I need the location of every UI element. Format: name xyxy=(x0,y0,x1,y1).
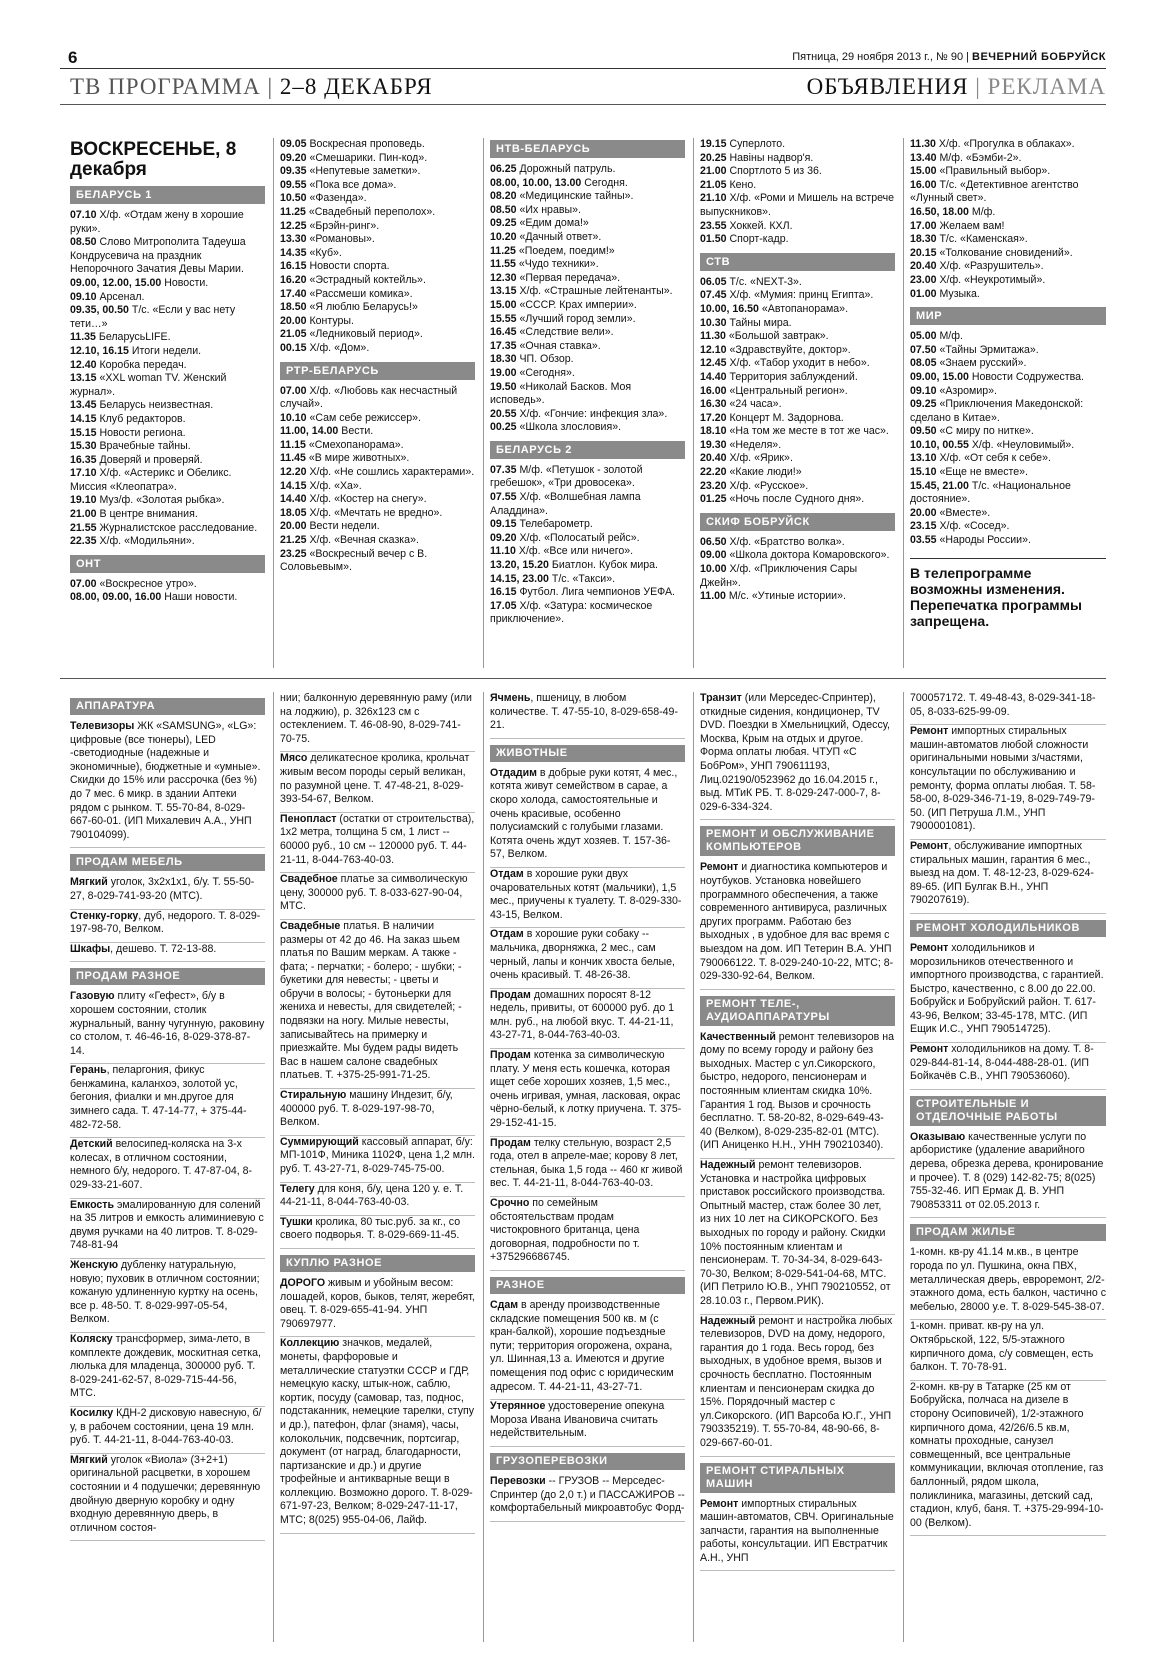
classified-ad: Ячмень, пшеницу, в любом количестве. Т. 47-55-10, 8-029-658-49-21. xyxy=(490,692,685,739)
classified-ad: Емкость эмалированную для солений на 35 литров и емкость алиминиевую с двумя ручками на 40 литров. Т. 8-029-748-81-94 xyxy=(70,1199,265,1259)
classified-ad: Ремонт холодильников и морозильников отечественного и импортного производства, с гарантией. Быстро, качественно, с 8.00 до 22.00. Бобруйск и Бобруйский район. Т. 617-43-96, Велком; 33-45-178, МТС. (ИП Ещик И.С., УНП 790514725). xyxy=(910,942,1106,1043)
program-item: 17.40 «Рассмеши комика». xyxy=(280,287,413,300)
program-item: 09.55 «Пока все дома». xyxy=(280,178,397,191)
program-item: 14.15 Х/ф. «Ха». xyxy=(280,479,362,492)
classified-ad: Транзит (или Мерседес-Спринтер), откидные сидения, кондиционер, TV DVD. Поездки в Хмельницкий, Одессу, Москва, Крым на отдых и другое. Форма оплаты любая. ЧТУП «С БобРом», УНП 790611193, Лиц.02190/0523962 до 16.04.2015 г., выд. МТиК РБ. Т. 8-029-247-000-7, 8-029-6-334-324. xyxy=(700,692,895,820)
tv-section-heading xyxy=(70,74,433,100)
classified-ad: Мясо деликатесное кролика, крольчат живым весом породы серый великан, по разумной цене. Т. 47-48-21, 8-029-393-54-67, Велком. xyxy=(280,752,475,812)
program-item: 10.20 «Дачный ответ». xyxy=(490,230,602,243)
program-item: 20.00 Контуры. xyxy=(280,314,354,327)
program-item: 09.50 «С миру по нитке». xyxy=(910,425,1034,438)
program-list xyxy=(280,385,475,575)
program-item: 11.30 Х/ф. «Прогулка в облаках». xyxy=(910,138,1075,150)
program-item: 08.20 «Медицинские тайны». xyxy=(490,190,634,203)
program-item: 09.25 «Приключения Македонской: сделано в Китае». xyxy=(910,398,1084,424)
program-item: 07.35 М/ф. «Петушок - золотой гребешок», «Три дровосека». xyxy=(490,463,643,490)
classified-ad: Телегу для коня, б/у, цена 120 у. е. Т. 44-21-11, 8-044-763-40-03. xyxy=(280,1183,475,1216)
program-list xyxy=(490,464,685,627)
program-item: 10.00, 16.50 «Автопанорама». xyxy=(700,302,849,315)
ads-column-5 xyxy=(910,692,1106,1642)
classified-ad: Продам котенка за символическую плату. У меня есть кошечка, которая ищет себе хороших хозяев, 1,5 мес., очень игривая, умная, ласковая, окрас чёрно-белый, к лотку приучена. Т. 375-29-152-41-15. xyxy=(490,1049,685,1137)
column-rule xyxy=(693,138,694,668)
program-item: 08.05 «Знаем русский». xyxy=(910,357,1027,370)
classified-ad: Мягкий уголок, 3х2х1х1, б/у. Т. 55-50-27, 8-029-741-93-20 (МТС). xyxy=(70,876,265,909)
classified-ad: Перевозки -- ГРУЗОВ -- Мерседес-Спринтер (до 2,0 т.) и ПАССАЖИРОВ -- комфортабельный микроавтобус Форд- xyxy=(490,1475,685,1522)
program-item: 10.10 «Сам себе режиссер». xyxy=(280,411,421,424)
program-item: 20.25 Навіны надвор'я. xyxy=(700,151,814,164)
program-item: 17.05 Х/ф. «Затура: космическое приключение». xyxy=(490,599,653,626)
heading-rule xyxy=(60,104,1106,105)
program-item: 16.20 «Эстрадный коктейль». xyxy=(280,273,426,286)
ads-section-heading xyxy=(807,74,1106,100)
program-item: 20.00 «Вместе». xyxy=(910,506,991,519)
classified-ad: 2-комн. кв-ру в Татарке (25 км от Бобруйска, полчаса на дизеле в сторону Осиповичей), 1/2-этажного кирпичного дома, 42/26/6.5 кв.м, комнаты проходные, санузел совмещенный, все центральные коммуникации, включая отопление, газ баллонный, рядом школа, поликлиника, магазины, детский сад, стадион, клуб, баня. Т. +375-29-994-10-00 (Велком). xyxy=(910,1381,1106,1537)
program-item: 20.00 Вести недели. xyxy=(280,520,380,533)
classified-ad: Газовую плиту «Гефест», б/у в хорошем состоянии, столик журнальный, ванну чугунную, раковину со столом, т. 46-46-16, 8-029-378-87-14. xyxy=(70,990,265,1064)
classified-ad: ДОРОГО живым и убойным весом: лошадей, коров, быков, телят, жеребят, овец. Т. 8-029-655-41-94. УНП 790697977. xyxy=(280,1277,475,1337)
program-item: 11.00 М/с. «Утиные истории». xyxy=(700,590,846,603)
tv-column-1 xyxy=(70,138,265,668)
classified-ad: Оказываю качественные услуги по арбористике (удаление аварийного дерева, обрезка дерева, кронирование и прочее). Т. 8 (029) 142-82-75; 8(025) 755-32-46. ИП Ермак Д. В. УНП 790853311 от 02.05.2013 г. xyxy=(910,1131,1106,1219)
program-item: 07.00 Х/ф. «Любовь как несчастный случай». xyxy=(280,384,458,411)
ad-category-header: АППАРАТУРА xyxy=(70,698,265,715)
program-item: 09.00, 12.00, 15.00 Новости. xyxy=(70,276,209,289)
program-item: 05.00 М/ф. xyxy=(910,330,963,343)
column-rule xyxy=(903,138,904,668)
program-item: 19.50 «Николай Басков. Моя исповедь». xyxy=(490,380,632,407)
paper-name: ВЕЧЕРНИЙ БОБРУЙСК xyxy=(972,51,1106,63)
program-item: 13.15 Х/ф. «Страшные лейтенанты». xyxy=(490,285,673,298)
program-item: 22.35 Х/ф. «Модильяни». xyxy=(70,535,195,548)
program-item: 18.50 «Я люблю Беларусь!» xyxy=(280,301,418,314)
program-item: 15.00 «СССР. Крах империи». xyxy=(490,298,637,311)
program-item: 20.55 Х/ф. «Гончие: инфекция зла». xyxy=(490,407,668,420)
classified-ad: Стиральную машину Индезит, б/у, 400000 руб. Т. 8-029-197-98-70, Велком. xyxy=(280,1089,475,1136)
tv-column-3 xyxy=(490,138,685,668)
program-item: 01.00 Музыка. xyxy=(910,287,980,300)
channel-header: СТВ xyxy=(700,253,895,271)
classified-ad: Телевизоры ЖК «SAMSUNG», «LG»: цифровые (все тюнеры), LED -светодиодные (надежные и экономичные), бюджетные и «умные». Скидки до 15% или рассрочка (без %) до 7 мес. 6 микр. в здании Аптеки рядом с рынком. Т. 55-70-84, 8-029-667-60-01. (ИП Михалевич А.А., УНП 790104099). xyxy=(70,720,265,848)
channel-header: БЕЛАРУСЬ 1 xyxy=(70,186,265,204)
channel-header: МИР xyxy=(910,307,1106,325)
program-item: 16.15 Футбол. Лига чемпионов УЕФА. xyxy=(490,586,675,599)
program-item: 20.40 Х/ф. «Разрушитель». xyxy=(910,260,1044,273)
program-item: 09.35, 00.50 Т/с. «Если у вас нету тети…» xyxy=(70,304,236,330)
program-item: 19.10 Муз/ф. «Золотая рыбка». xyxy=(70,494,225,507)
classified-ad: Срочно по семейным обстоятельствам продам чистокровного британца, цена договорная, подробности по т. +375296686745. xyxy=(490,1197,685,1271)
program-item: 16.35 Доверяй и проверяй. xyxy=(70,453,203,466)
classified-ad: Отдам в хорошие руки двух очаровательных котят (мальчики), 1,5 мес., приучены к туалету. Т. 8-029-330-43-15, Велком. xyxy=(490,868,685,928)
ads-column-3 xyxy=(490,692,685,1642)
column-rule xyxy=(273,692,274,1642)
program-item: 21.00 Спортлото 5 из 36. xyxy=(700,165,822,178)
section-divider xyxy=(60,678,1106,679)
program-item: 23.00 Х/ф. «Неукротимый». xyxy=(910,273,1046,286)
program-item: 08.00, 09.00, 16.00 Наши новости. xyxy=(70,591,238,604)
classified-ad: Детский велосипед-коляска на 3-х колесах, в отличном состоянии, немного б/у, недорого. Т. 47-87-04, 8-029-33-21-607. xyxy=(70,1138,265,1198)
program-item: 10.10, 00.55 Х/ф. «Неуловимый». xyxy=(910,438,1075,451)
program-item: 06.50 Х/ф. «Братство волка». xyxy=(700,535,845,548)
ad-category-header: ГРУЗОПЕРЕВОЗКИ xyxy=(490,1453,685,1470)
program-item: 18.30 ЧП. Обзор. xyxy=(490,353,574,366)
program-item: 09.20 Х/ф. «Полосатый рейс». xyxy=(490,531,640,544)
ads-section-subtitle: РЕКЛАМА xyxy=(987,74,1106,99)
program-list xyxy=(910,330,1106,548)
program-item: 12.10, 16.15 Итоги недели. xyxy=(70,344,202,357)
classified-ad: Ремонт импортных стиральных машин-автоматов любой сложности оригинальными новыми з/частями, консультации по обслуживанию и ремонту, форма оплаты любая. Т. 58-58-00, 8-029-346-71-19, 8-029-749-79-50. (ИП Петруша Л.М., УНП 7900001081). xyxy=(910,725,1106,840)
classified-ad: Ремонт холодильников на дому. Т. 8-029-844-81-14, 8-044-488-28-01. (ИП Бойкачёв С.В., УНП 790536060). xyxy=(910,1043,1106,1090)
classified-ad: Коляску трансформер, зима-лето, в комплекте дождевик, москитная сетка, люлька для младенца, 300000 руб. Т. 8-029-241-62-57, 8-029-715-44-56, МТС. xyxy=(70,1333,265,1407)
classified-ad: Надежный ремонт телевизоров. Установка и настройка цифровых приставок российского производства. Опытный мастер, стаж более 30 лет, из них 10 лет на СИКОРСКОГО. Без выходных по городу и району. Скидки 10% постоянным клиентам и пенсионерам. Т. 70-34-34, 8-029-643-70-30, Велком; 8-029-541-04-68, МТС. (ИП Петрило Ю.В., УНП 790210552, от 28.10.03 г., Первом.РИК). xyxy=(700,1159,895,1315)
program-item: 01.50 Спорт-кадр. xyxy=(700,233,789,246)
program-item: 08.50 «Их нравы». xyxy=(490,203,581,216)
program-item: 17.20 Концерт М. Задорнова. xyxy=(700,411,844,424)
program-item: 11.35 БеларусьLIFE. xyxy=(70,331,171,344)
program-item: 11.55 «Чудо техники». xyxy=(490,258,599,271)
tv-column-5 xyxy=(910,138,1106,668)
program-item: 23.25 «Воскресный вечер с В. Соловьевым». xyxy=(280,547,428,574)
program-item: 22.20 «Какие люди!» xyxy=(700,466,802,479)
ads-section-separator: | xyxy=(968,74,988,99)
ads-section-title: ОБЪЯВЛЕНИЯ xyxy=(806,74,969,99)
program-item: 19.00 «Сегодня». xyxy=(490,366,575,379)
ads-column-4 xyxy=(700,692,895,1642)
classified-ad: Косилку КДН-2 дисковую навесную, б/у, в рабочем состоянии, цена 19 млн. руб. Т. 44-21-11, 8-044-763-40-03. xyxy=(70,1407,265,1454)
program-item: 15.45, 21.00 Т/с. «Национальное достояние». xyxy=(910,479,1071,506)
program-list xyxy=(700,138,895,247)
classified-ad: Ремонт импортных стиральных машин-автоматов, СВЧ. Оригинальные запчасти, гарантия на выполненные работы, консультации. ИП Евстратчик А.Н., УНП xyxy=(700,1498,895,1572)
program-item: 21.00 В центре внимания. xyxy=(70,508,198,521)
program-item: 13.15 «XXL woman TV. Женский журнал». xyxy=(70,372,227,398)
classified-ad: Утерянное удостоверение опекуна Мороза Ивана Ивановича считать недействительным. xyxy=(490,1400,685,1447)
classified-ad: Ремонт, обслуживание импортных стиральных машин, гарантия 6 мес., выезд на дом. Т. 48-12-23, 8-029-624-89-65. (ИП Булгак В.Н., УНП 790207619). xyxy=(910,840,1106,914)
program-item: 11.00, 14.00 Вести. xyxy=(280,425,374,438)
program-item: 13.20, 15.20 Биатлон. Кубок мира. xyxy=(490,559,658,572)
program-item: 09.25 «Едим дома!» xyxy=(490,217,589,230)
program-list xyxy=(70,209,265,549)
program-item: 03.55 «Народы России». xyxy=(910,534,1031,547)
program-item: 21.05 «Ледниковый период». xyxy=(280,328,423,341)
channel-header: РТР-БЕЛАРУСЬ xyxy=(280,362,475,380)
program-item: 21.05 Кено. xyxy=(700,178,757,191)
classified-ad: Сдам в аренду производственные складские помещения 500 кв. м (с кран-балкой), хорошие подъездные пути; территория огорожена, охрана, ул. Шинная,13 а. Имеются и другие помещения под офис с юридическим адресом. Т. 44-21-11, 43-27-71. xyxy=(490,1299,685,1400)
program-item: 09.10 Арсенал. xyxy=(70,290,145,303)
program-item: 06.25 Дорожный патруль. xyxy=(490,163,616,175)
program-item: 18.05 Х/ф. «Мечтать не вредно». xyxy=(280,506,443,519)
program-list xyxy=(280,138,475,356)
program-item: 15.15 Новости региона. xyxy=(70,426,186,439)
classified-ad: Продам домашних поросят 8-12 недель, привиты, от 600000 руб. до 1 млн. руб., на любой вкус. Т. 44-21-11, 43-27-71, 8-044-763-40-03. xyxy=(490,989,685,1049)
program-item: 07.50 «Тайны Эрмитажа». xyxy=(910,343,1039,356)
ad-category-header: КУПЛЮ РАЗНОЕ xyxy=(280,1255,475,1272)
program-item: 17.00 Желаем вам! xyxy=(910,219,1005,232)
program-item: 14.35 «Куб». xyxy=(280,246,342,259)
classified-ad: Стенку-горку, дуб, недорого. Т. 8-029-197-98-70, Велком. xyxy=(70,910,265,943)
ad-category-header: РЕМОНТ ХОЛОДИЛЬНИКОВ xyxy=(910,920,1106,937)
program-item: 08.00, 10.00, 13.00 Сегодня. xyxy=(490,176,628,189)
program-item: 11.25 «Свадебный переполох». xyxy=(280,205,436,218)
classified-ad: 700057172. Т. 49-48-43, 8-029-341-18-05, 8-033-625-99-09. xyxy=(910,692,1106,725)
program-item: 12.25 «Брэйн-ринг». xyxy=(280,219,380,232)
program-item: 15.55 «Лучший город земли». xyxy=(490,312,636,325)
classified-ad: Тушки кролика, 80 тыс.руб. за кг., со своего подворья. Т. 8-029-669-11-45. xyxy=(280,1216,475,1249)
program-item: 09.10 «Азромир». xyxy=(910,384,997,397)
program-item: 10.30 Тайны мира. xyxy=(700,316,792,329)
channel-header: НТВ-БЕЛАРУСЬ xyxy=(490,140,685,158)
classified-ad: Отдам в хорошие руки собаку -- мальчика, дворняжка, 2 мес., сам черный, лапы и кончик хвоста белые, очень красивый. Т. 48-26-38. xyxy=(490,928,685,988)
classified-ad: Отдадим в добрые руки котят, 4 мес., котята живут семейством в сарае, а скоро холода, самостоятельные и очень красивые, особенно полусиамский с голубыми глазами. Котята очень ждут хозяев. Т. 157-36-57, Велком. xyxy=(490,767,685,868)
program-item: 18.30 Т/с. «Каменская». xyxy=(910,233,1028,246)
ad-category-header: СТРОИТЕЛЬНЫЕ И ОТДЕЛОЧНЫЕ РАБОТЫ xyxy=(910,1096,1106,1126)
program-item: 00.25 «Школа злословия». xyxy=(490,421,622,434)
classified-ad: Свадебные платья. В наличии размеры от 42 до 46. На заказ шьем платья по Вашим меркам. А также - фата; - перчатки; - болеро; - шубки; - букетики для невесты; - цветы и обручи в волосы; - бутоньерки для жениха и невесты, для свидетелей; - подвязки на ногу. Милые невесты, записывайтесь на примерку и приезжайте. Мы будем рады видеть Вас в нашем салоне свадебных платьев. Т. +375-25-991-71-25. xyxy=(280,920,475,1089)
tv-column-2 xyxy=(280,138,475,668)
program-item: 09.00 «Школа доктора Комаровского». xyxy=(700,549,890,562)
program-item: 09.05 Воскресная проповедь. xyxy=(280,138,425,150)
program-item: 14.40 Х/ф. «Костер на снегу». xyxy=(280,493,427,506)
classified-ad: Мягкий уголок «Виола» (3+2+1) оригинальной расцветки, в хорошем состоянии и 4 подушечки; деревянную двойную дверную коробку и одну входную деревянную дверь, в отличном состоя- xyxy=(70,1454,265,1542)
program-item: 12.40 Коробка передач. xyxy=(70,358,187,371)
program-item: 16.00 Т/с. «Детективное агентство «Лунный свет». xyxy=(910,178,1079,205)
day-title: ВОСКРЕСЕНЬЕ, 8 декабря xyxy=(70,139,237,180)
ads-column-1 xyxy=(70,692,265,1642)
program-item: 19.30 «Неделя». xyxy=(700,438,782,451)
program-item: 13.30 «Романовы». xyxy=(280,233,375,246)
program-item: 15.00 «Правильный выбор». xyxy=(910,165,1051,178)
program-item: 13.45 Беларусь неизвестная. xyxy=(70,399,214,412)
program-item: 11.15 «Смехопанорама». xyxy=(280,438,404,451)
program-item: 16.30 «24 часа». xyxy=(700,398,782,411)
tv-column-4 xyxy=(700,138,895,668)
program-item: 08.50 Слово Митрополита Тадеуша Кондрусевича на праздник Непорочного Зачатия Девы Марии. xyxy=(70,236,246,276)
program-item: 00.15 Х/ф. «Дом». xyxy=(280,341,370,354)
program-item: 12.45 Х/ф. «Табор уходит в небо». xyxy=(700,357,870,370)
classified-ad: Надежный ремонт и настройка любых телевизоров, DVD на дому, недорого, гарантия до 1 года. Весь город, без выходных, в удобное время, вызов и срочность бесплатно. Постоянным клиентам и пенсионерам скидка до 15%. Порядочный мастер с ул.Сикорского. (ИП Варсоба Ю.Г., УНП 790335219). Т. 55-70-84, 48-90-66, 8-029-667-60-01. xyxy=(700,1315,895,1457)
classified-ad: Качественный ремонт телевизоров на дому по всему городу и району без выходных. Мастер с ул.Сикорского, быстро, недорого, пенсионерам и постоянным клиентам скидка 10%. Гарантия 1 год. Вызов и срочность бесплатно. Т. 58-20-82, 8-029-649-43-40 (Велком), 8-029-235-82-01 (МТС). (ИП Аниценко Н.Н., УНН 790210340). xyxy=(700,1031,895,1159)
program-item: 01.25 «Ночь после Судного дня». xyxy=(700,493,865,506)
ad-category-header: РЕМОНТ И ОБСЛУЖИВАНИЕ КОМПЬЮТЕРОВ xyxy=(700,826,895,856)
program-item: 19.15 Суперлото. xyxy=(700,138,786,150)
program-item: 10.50 «Фазенда». xyxy=(280,192,367,205)
program-item: 16.50, 18.00 М/ф. xyxy=(910,205,996,218)
program-item: 17.10 Х/ф. «Астерикс и Обеликс. Миссия «Клеопатра». xyxy=(70,467,232,493)
program-item: 23.15 Х/ф. «Сосед». xyxy=(910,520,1010,533)
program-list xyxy=(910,138,1106,301)
program-item: 11.10 Х/ф. «Все или ничего». xyxy=(490,545,634,558)
program-item: 07.45 Х/ф. «Мумия: принц Египта». xyxy=(700,289,874,302)
program-item: 12.20 Х/ф. «Не сошлись характерами». xyxy=(280,466,475,479)
top-bar xyxy=(60,48,1106,69)
program-item: 09.15 Телебарометр. xyxy=(490,518,593,531)
ad-category-header: ПРОДАМ МЕБЕЛЬ xyxy=(70,854,265,871)
ad-category-header: РАЗНОЕ xyxy=(490,1277,685,1294)
classified-ad: Коллекцию значков, медалей, монеты, фарфоровые и металлические статуэтки СССР и ГДР, немецкую каску, штык-нож, саблю, кортик, посуду (самовар, таз, поднос, подстаканник, немецкие тарелки, ступу и др.), патефон, флаг (знамя), часы, колокольчик, подсвечник, портсигар, документ (от наград, благодарности, партизанские и др.) и другие трофейные и антикварные вещи в коллекцию. Возможно дорого. Т. 8-029-671-97-23, Велком; 8-029-247-11-17, МТС; 8(025) 955-04-06, Лайф. xyxy=(280,1337,475,1533)
column-rule xyxy=(483,692,484,1642)
program-item: 12.10 «Здравствуйте, доктор». xyxy=(700,343,851,356)
column-rule xyxy=(693,692,694,1642)
program-item: 16.00 «Центральный регион». xyxy=(700,384,848,397)
program-item: 16.15 Новости спорта. xyxy=(280,260,390,273)
ad-category-header: РЕМОНТ ТЕЛЕ-, АУДИОАППАРАТУРЫ xyxy=(700,996,895,1026)
program-item: 20.15 «Толкование сновидений». xyxy=(910,246,1073,259)
program-item: 13.10 Х/ф. «От себя к себе». xyxy=(910,452,1051,465)
program-item: 11.45 «В мире животных». xyxy=(280,452,410,465)
program-item: 21.55 Журналистское расследование. xyxy=(70,521,258,534)
ad-category-header: ПРОДАМ РАЗНОЕ xyxy=(70,968,265,985)
issue-date: Пятница, 29 ноября 2013 г., № 90 | xyxy=(792,51,973,63)
issue-line xyxy=(792,51,1106,63)
program-item: 07.00 «Воскресное утро». xyxy=(70,577,197,590)
program-item: 21.25 Х/ф. «Вечная сказка». xyxy=(280,534,419,547)
program-item: 13.40 М/ф. «Бэмби-2». xyxy=(910,151,1022,164)
program-item: 16.45 «Следствие вели». xyxy=(490,326,614,339)
classified-ad: Женскую дубленку натуральную, новую; пуховик в отличном состоянии; кожаную удлиненную куртку на осень, все р. 48-50. Т. 8-029-997-05-54, Велком. xyxy=(70,1259,265,1333)
program-item: 14.15, 23.00 Т/с. «Такси». xyxy=(490,572,616,585)
program-list xyxy=(490,163,685,435)
tv-section-title: ТВ ПРОГРАММА xyxy=(70,74,261,99)
column-rule xyxy=(483,138,484,668)
program-item: 11.25 «Поедем, поедим!» xyxy=(490,244,615,257)
program-item: 12.30 «Первая передача». xyxy=(490,271,621,284)
tv-section-dates: 2–8 ДЕКАБРЯ xyxy=(279,74,433,99)
program-item: 14.15 Клуб редакторов. xyxy=(70,412,186,425)
program-item: 23.20 Х/ф. «Русское». xyxy=(700,479,809,492)
channel-header: СКИФ БОБРУЙСК xyxy=(700,513,895,531)
program-item: 21.10 Х/ф. «Роми и Мишель на встрече выпускников». xyxy=(700,192,895,218)
ad-category-header: ЖИВОТНЫЕ xyxy=(490,745,685,762)
classified-ad: 1-комн. приват. кв-ру на ул. Октябрьской, 122, 5/5-этажного кирпичного дома, с/у совмещен, есть балкон. Т. 70-78-91. xyxy=(910,1320,1106,1380)
program-list xyxy=(700,276,895,507)
classified-ad: Герань, пеларгония, фикус бенжамина, каланхоэ, золотой ус, бегония, фиалки и мн.другое для зимнего сада. Т. 47-14-77, + 375-44-482-72-58. xyxy=(70,1064,265,1138)
program-item: 15.10 «Еще не вместе». xyxy=(910,466,1028,479)
program-item: 10.00 Х/ф. «Приключения Сары Джейн». xyxy=(700,563,858,589)
classified-ad: Ремонт и диагностика компьютеров и ноутбуков. Установка новейшего программного обеспечения, а также современного антивируса, различных других программ. Работаю без выходных , в удобное для вас время с выездом на дом. ИП Тетерин В.А. УНП 790066122. Т. 8-029-240-10-22, МТС; 8-029-330-92-64, Велком. xyxy=(700,861,895,989)
program-item: 07.10 Х/ф. «Отдам жену в хорошие руки». xyxy=(70,209,244,235)
classified-ad: Пенопласт (остатки от строительства), 1х2 метра, толщина 5 см, 1 лист -- 60000 руб., 10 см -- 120000 руб. Т. 44-21-11, 8-044-763-40-03. xyxy=(280,813,475,873)
column-rule xyxy=(273,138,274,668)
reprint-notice: В телепрограмме возможны изменения. Перепечатка программы запрещена. xyxy=(910,558,1106,629)
classified-ad: Продам телку стельную, возраст 2,5 года, отел в апреле-мае; корову 8 лет, стельная, быка 1,5 года -- 460 кг живой вес. Т. 44-21-11, 8-044-763-40-03. xyxy=(490,1137,685,1197)
ad-category-header: РЕМОНТ СТИРАЛЬНЫХ МАШИН xyxy=(700,1463,895,1493)
channel-header: БЕЛАРУСЬ 2 xyxy=(490,441,685,459)
tv-section-separator: | xyxy=(260,74,280,99)
ad-category-header: ПРОДАМ ЖИЛЬЕ xyxy=(910,1224,1106,1241)
classified-ad: 1-комн. кв-ру 41.14 м.кв., в центре города по ул. Пушкина, окна ПВХ, металлическая дверь, евроремонт, 2/2-этажного дома, есть балкон, частично с мебелью, 28000 у.е. Т. 8-029-545-38-07. xyxy=(910,1246,1106,1320)
program-item: 15.30 Врачебные тайны. xyxy=(70,440,191,453)
program-item: 09.20 «Смешарики. Пин-код». xyxy=(280,151,428,164)
classified-ad: Свадебное платье за символическую цену, 300000 руб. Т. 8-033-627-90-04, МТС. xyxy=(280,873,475,920)
program-item: 17.35 «Очная ставка». xyxy=(490,339,601,352)
column-rule xyxy=(903,692,904,1642)
ads-column-2 xyxy=(280,692,475,1642)
program-item: 09.00, 15.00 Новости Содружества. xyxy=(910,370,1084,383)
program-item: 06.05 Т/с. «NEXT-3». xyxy=(700,275,802,288)
program-item: 20.40 Х/ф. «Ярик». xyxy=(700,452,793,465)
program-item: 18.10 «На том же месте в тот же час». xyxy=(700,425,889,438)
program-list xyxy=(700,536,895,604)
channel-header: ОНТ xyxy=(70,555,265,573)
program-item: 23.55 Хоккей. КХЛ. xyxy=(700,219,793,232)
program-item: 09.35 «Непутевые заметки». xyxy=(280,165,421,178)
program-item: 07.55 Х/ф. «Волшебная лампа Аладдина». xyxy=(490,491,641,517)
program-item: 11.30 «Большой завтрак». xyxy=(700,330,829,343)
program-item: 14.40 Территория заблуждений. xyxy=(700,370,858,383)
classified-ad: Шкафы, дешево. Т. 72-13-88. xyxy=(70,943,265,963)
classified-ad: Суммирующий кассовый аппарат, б/у: МП-101Ф, Миника 1102Ф, цена 1,2 млн. руб. Т. 43-27-71, 8-029-745-75-00. xyxy=(280,1136,475,1183)
program-list xyxy=(70,578,265,605)
classified-ad: нии; балконную деревянную раму (или на лоджию), р. 326х123 см с остеклением. Т. 46-08-90, 8-029-741-70-75. xyxy=(280,692,475,752)
page-number: 6 xyxy=(68,48,78,67)
